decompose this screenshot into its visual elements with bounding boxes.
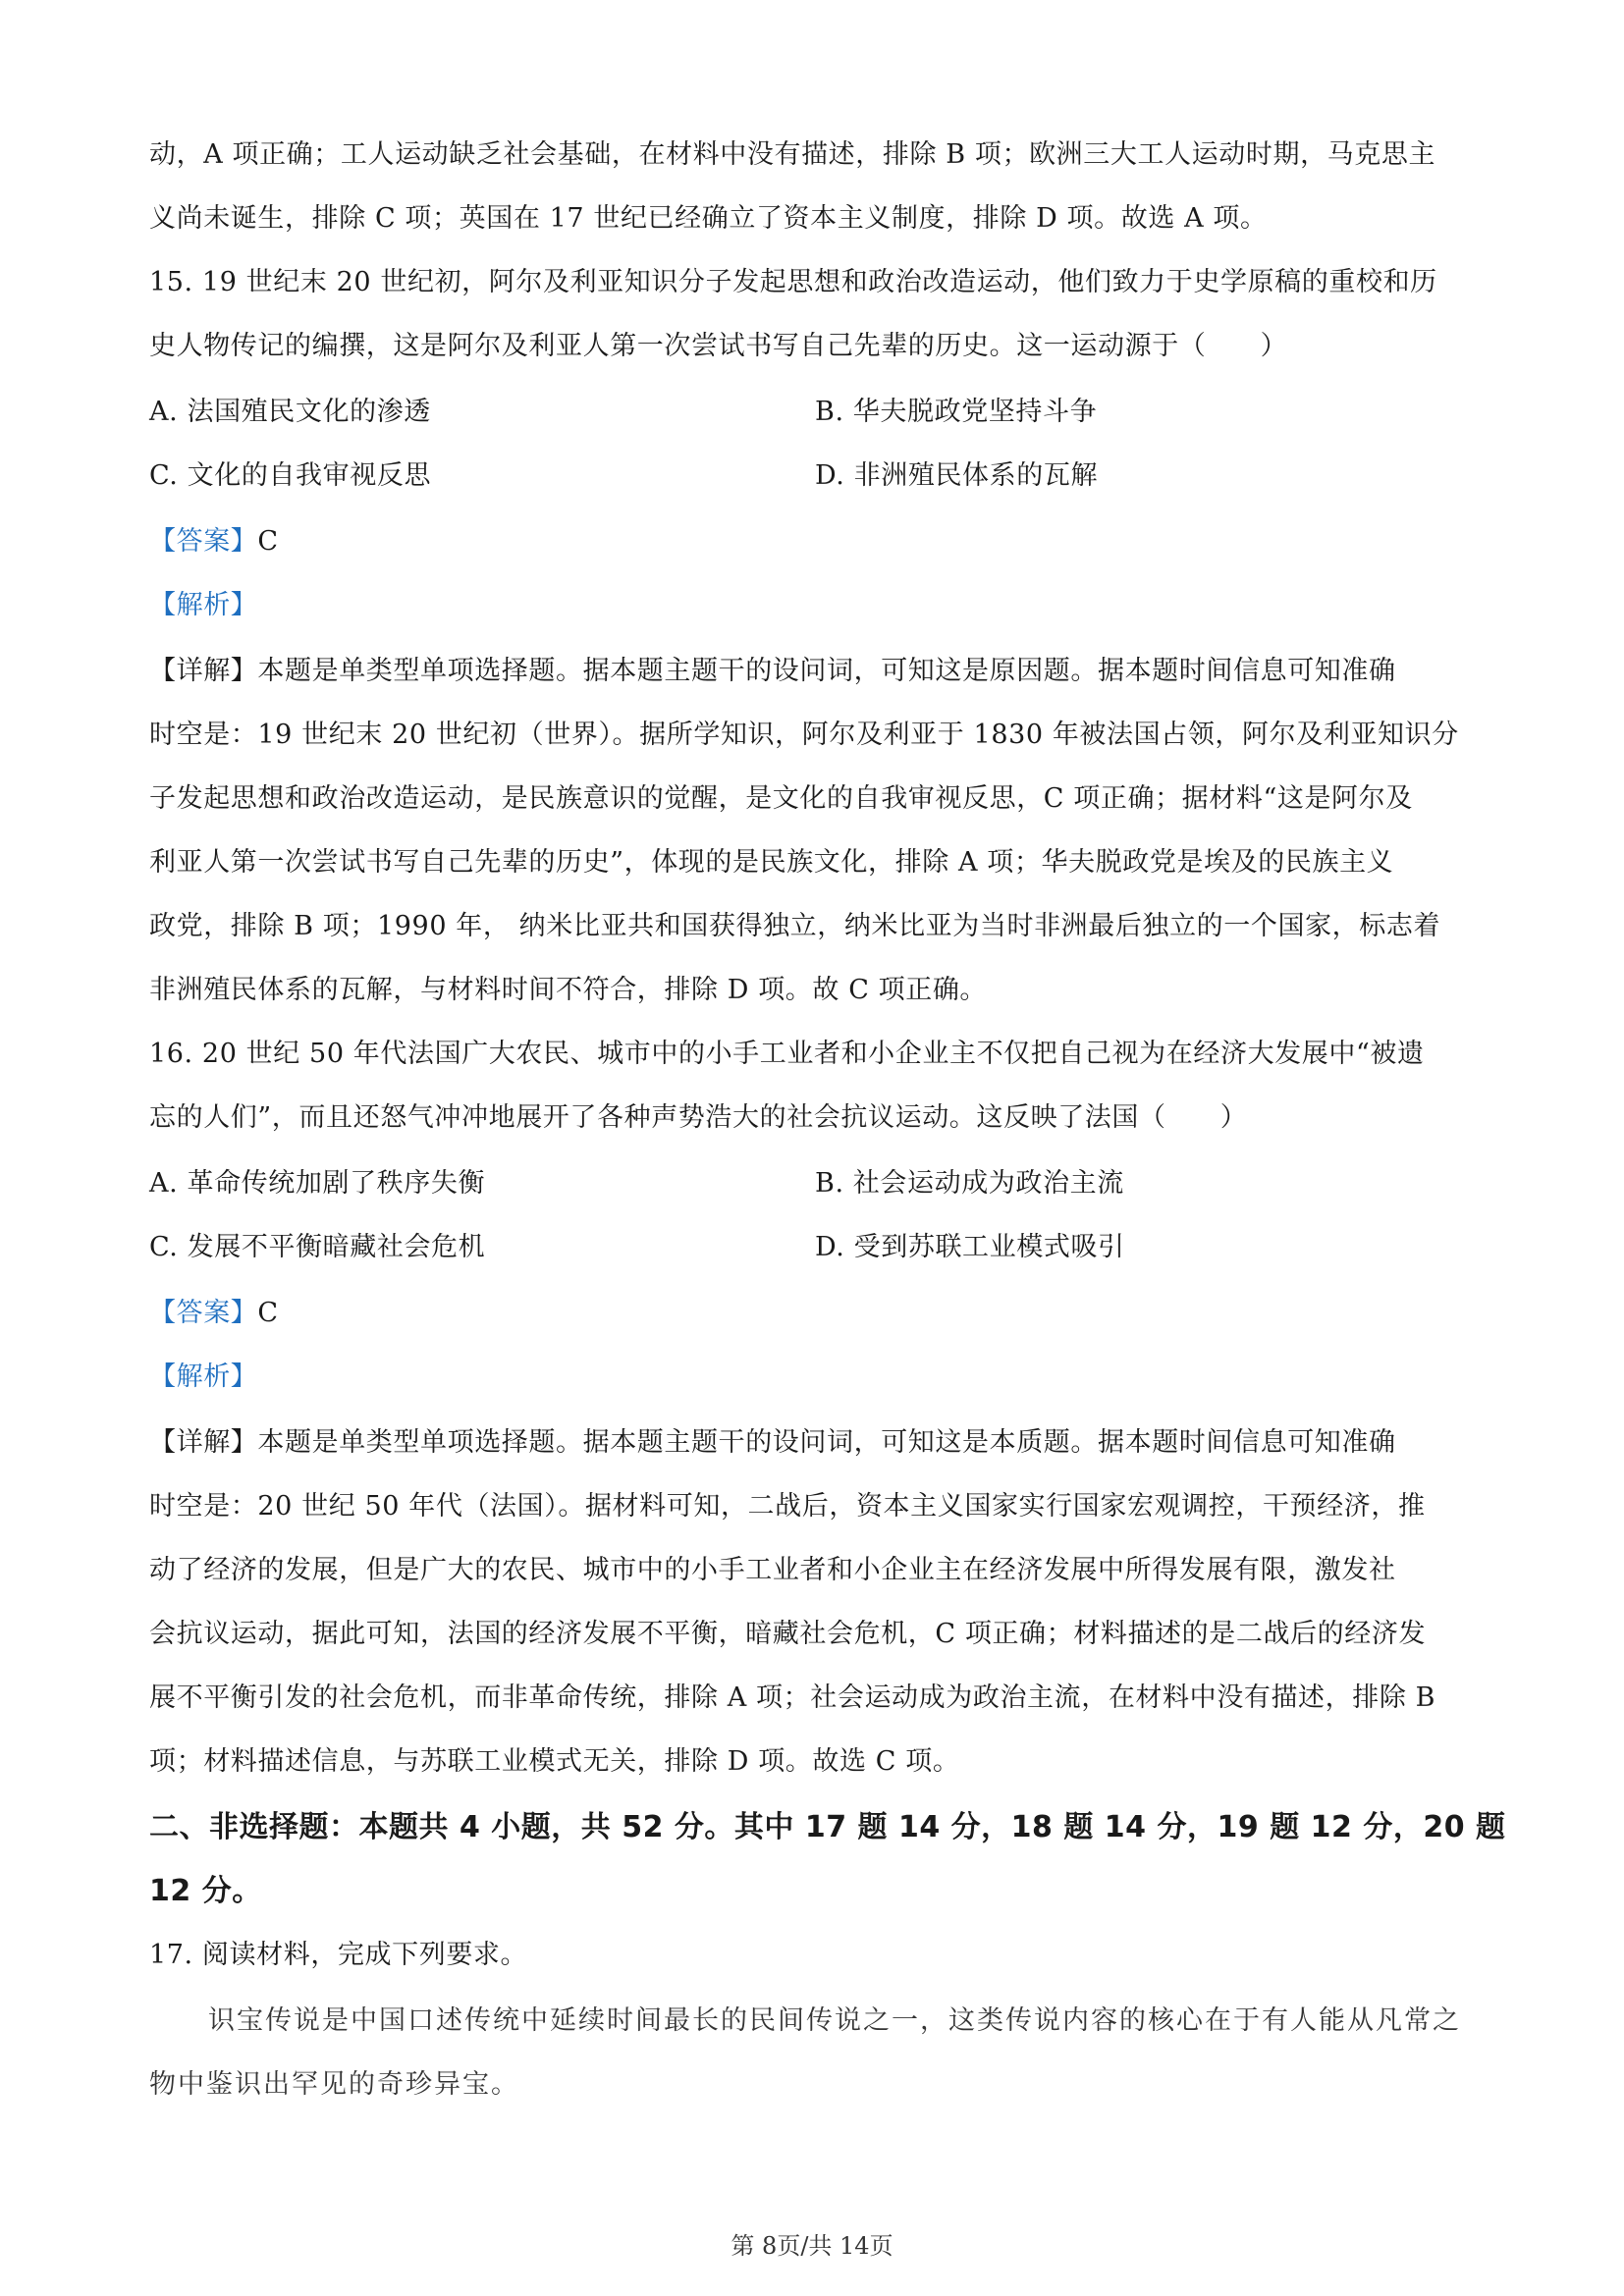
q15-detail-line-2: 时空是：19 世纪末 20 世纪初（世界）。据所学知识，阿尔及利亚于 1830 年被法国占领，阿尔及利亚知识分 — [149, 720, 1459, 750]
q16-answer — [149, 1294, 279, 1333]
q15-detail-line-6: 非洲殖民体系的瓦解，与材料时间不符合，排除 D 项。故 C 项正确。 — [149, 975, 988, 1005]
q15-stem-line-2: 史人物传记的编撰，这是阿尔及利亚人第一次尝试书写自己先辈的历史。这一运动源于（ ） — [149, 331, 1288, 361]
q15-stem-line-1: 15. 19 世纪末 20 世纪初，阿尔及利亚知识分子发起思想和政治改造运动，他们致力于史学原稿的重校和历 — [149, 267, 1437, 297]
q15-detail-line-3: 子发起思想和政治改造运动，是民族意识的觉醒，是文化的自我审视反思，C 项正确；据材料“这是阿尔及 — [149, 783, 1413, 814]
q15-option-d: D. 非洲殖民体系的瓦解 — [815, 460, 1099, 491]
q16-stem-line-1: 16. 20 世纪 50 年代法国广大农民、城市中的小手工业者和小企业主不仅把自己视为在经济大发展中“被遗 — [149, 1039, 1425, 1069]
q16-answer-value: C — [257, 1298, 279, 1328]
q16-option-c: C. 发展不平衡暗藏社会危机 — [149, 1232, 486, 1262]
q16-detail-line-1 — [149, 1423, 1396, 1463]
q15-detail-line-4: 利亚人第一次尝试书写自己先辈的历史”，体现的是民族文化，排除 A 项；华夫脱政党是埃及的民族主义 — [149, 847, 1394, 878]
q16-detail-label: 【详解】 — [149, 1427, 258, 1458]
q16-detail-text-1: 本题是单类型单项选择题。据本题主题干的设问词，可知这是本质题。据本题时间信息可知准确 — [257, 1427, 1396, 1458]
q15-detail-line-5: 政党，排除 B 项；1990 年， 纳米比亚共和国获得独立，纳米比亚为当时非洲最后独立的一个国家，标志着 — [149, 911, 1441, 941]
q16-stem-line-2: 忘的人们”，而且还怒气冲冲地展开了各种声势浩大的社会抗议运动。这反映了法国（ ） — [149, 1102, 1248, 1133]
q16-answer-label: 【答案】 — [149, 1298, 258, 1328]
q15-answer-label: 【答案】 — [149, 526, 258, 557]
q16-analysis-label: 【解析】 — [149, 1362, 258, 1392]
q15-answer — [149, 522, 279, 561]
carryover-line-2: 义尚未诞生，排除 C 项；英国在 17 世纪已经确立了资本主义制度，排除 D 项。故选 A 项。 — [149, 203, 1268, 234]
q16-detail-line-6: 项；材料描述信息，与苏联工业模式无关，排除 D 项。故选 C 项。 — [149, 1746, 960, 1777]
q15-option-a: A. 法国殖民文化的渗透 — [149, 397, 431, 427]
q16-detail-line-5: 展不平衡引发的社会危机，而非革命传统，排除 A 项；社会运动成为政治主流，在材料中没有描述，排除 B — [149, 1682, 1436, 1713]
q15-answer-value: C — [257, 526, 279, 557]
q17-stem: 17. 阅读材料，完成下列要求。 — [149, 1940, 528, 1970]
q15-option-b: B. 华夫脱政党坚持斗争 — [815, 397, 1098, 427]
q15-analysis-label: 【解析】 — [149, 590, 258, 620]
q16-detail-line-4: 会抗议运动，据此可知，法国的经济发展不平衡，暗藏社会危机，C 项正确；材料描述的是二战后的经济发 — [149, 1619, 1427, 1649]
page-footer: 第 8页/共 14页 — [731, 2232, 893, 2260]
q16-option-b: B. 社会运动成为政治主流 — [815, 1168, 1124, 1199]
q15-detail-label: 【详解】 — [149, 656, 258, 686]
q15-detail-text-1: 本题是单类型单项选择题。据本题主题干的设问词，可知这是原因题。据本题时间信息可知准确 — [257, 656, 1396, 686]
q15-detail-line-1 — [149, 652, 1396, 691]
section-heading-line-2: 12 分。 — [149, 1874, 262, 1908]
q17-material-line-1: 识宝传说是中国口述传统中延续时间最长的民间传说之一，这类传说内容的核心在于有人能从凡常之 — [208, 2005, 1461, 2036]
q15-option-c: C. 文化的自我审视反思 — [149, 460, 432, 491]
q16-option-d: D. 受到苏联工业模式吸引 — [815, 1232, 1125, 1262]
q17-material-line-2: 物中鉴识出罕见的奇珍异宝。 — [149, 2069, 519, 2100]
q16-detail-line-2: 时空是：20 世纪 50 年代（法国）。据材料可知，二战后，资本主义国家实行国家宏观调控，干预经济，推 — [149, 1491, 1426, 1522]
section-heading-line-1: 二、非选择题：本题共 4 小题，共 52 分。其中 17 题 14 分，18 题 14 分，19 题 12 分，20 题 — [149, 1810, 1506, 1844]
q16-detail-line-3: 动了经济的发展，但是广大的农民、城市中的小手工业者和小企业主在经济发展中所得发展有限，激发社 — [149, 1555, 1396, 1585]
carryover-line-1: 动，A 项正确；工人运动缺乏社会基础，在材料中没有描述，排除 B 项；欧洲三大工人运动时期，马克思主 — [149, 139, 1436, 170]
q16-option-a: A. 革命传统加剧了秩序失衡 — [149, 1168, 486, 1199]
